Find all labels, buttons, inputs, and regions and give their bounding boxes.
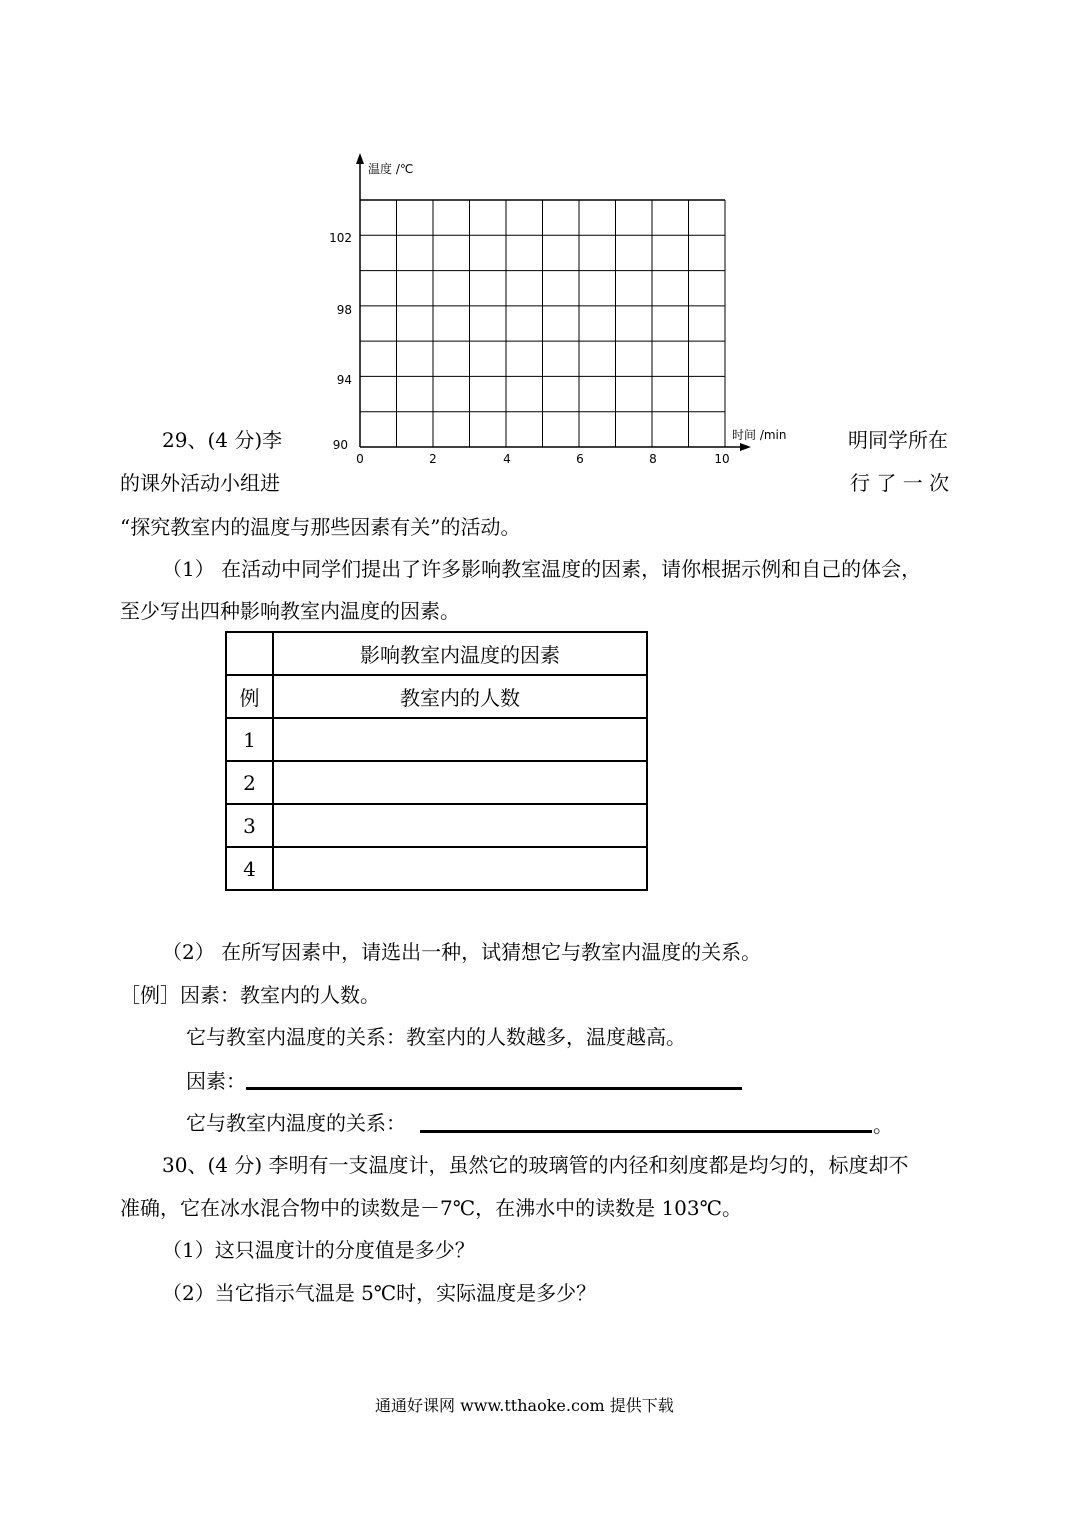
x-tick-label: 6 [576,452,584,466]
x-axis-arrow [740,443,751,451]
answer-cell[interactable] [273,761,647,804]
q29-part1-line1: （1） 在活动中同学们提出了许多影响教室温度的因素，请你根据示例和自己的体会， [162,557,922,581]
table-header-cell: 影响教室内温度的因素 [273,632,647,675]
relation-answer-line[interactable] [420,1130,872,1133]
example-value-cell: 教室内的人数 [273,675,647,718]
y-axis-arrow [356,153,364,164]
page-footer: 通通好课网 www.tthaoke.com 提供下载 [375,1396,674,1415]
factors-table [225,631,648,891]
q30-sub2: （2）当它指示气温是 5℃时，实际温度是多少？ [162,1281,597,1305]
answer-cell[interactable] [273,804,647,847]
q29-example-relation: 它与教室内温度的关系：教室内的人数越多，温度越高。 [186,1025,686,1049]
table-row [226,718,647,761]
q29-part1-line2: 至少写出四种影响教室内温度的因素。 [120,599,460,623]
relation-end-mark: 。 [873,1113,893,1137]
x-tick-label: 4 [503,452,511,466]
x-tick-label: 10 [714,452,730,466]
x-tick-label: 0 [356,452,364,466]
factor-label: 因素： [186,1069,246,1093]
answer-cell[interactable] [273,847,647,890]
y-tick-label: 102 [329,231,352,245]
x-tick-label: 2 [429,452,437,466]
relation-label: 它与教室内温度的关系： [186,1111,406,1135]
q29-intro-left2: 的课外活动小组进 [120,471,280,495]
table-header-row [226,632,647,675]
q29-intro-left1: 29、(4 分)李 [162,428,283,452]
q29-part2-line: （2） 在所写因素中，请选出一种，试猜想它与教室内温度的关系。 [162,940,762,964]
x-axis-label: 时间 /min [732,428,787,442]
q30-line1: 30、(4 分) 李明有一支温度计，虽然它的玻璃管的内径和刻度都是均匀的，标度却不 [162,1153,909,1177]
q29-intro-right1: 明同学所在 [848,428,948,452]
y-tick-label: 94 [336,373,352,387]
chart-grid [360,200,725,447]
y-tick-label: 90 [332,438,348,452]
y-axis-label: 温度 /℃ [368,162,414,176]
table-row [226,847,647,890]
y-tick-label: 98 [336,303,352,317]
q29-intro-line3: “探究教室内的温度与那些因素有关”的活动。 [120,515,521,539]
table-example-row [226,675,647,718]
x-tick-label: 8 [649,452,657,466]
q30-line2: 准确，它在冰水混合物中的读数是－7℃，在沸水中的读数是 103℃。 [120,1196,743,1220]
factor-answer-line[interactable] [246,1087,742,1090]
q29-intro-right2: 行 了 一 次 [850,471,950,495]
answer-cell[interactable] [273,718,647,761]
table-cell [226,632,273,675]
example-label-cell: 例 [226,675,273,718]
row-number-cell: 3 [226,804,273,847]
q30-sub1: （1）这只温度计的分度值是多少？ [162,1238,475,1262]
table-row [226,804,647,847]
row-number-cell: 2 [226,761,273,804]
table-row [226,761,647,804]
row-number-cell: 1 [226,718,273,761]
row-number-cell: 4 [226,847,273,890]
temperature-grid-chart [320,150,800,480]
q29-example-factor: ［例］因素：教室内的人数。 [120,983,380,1007]
